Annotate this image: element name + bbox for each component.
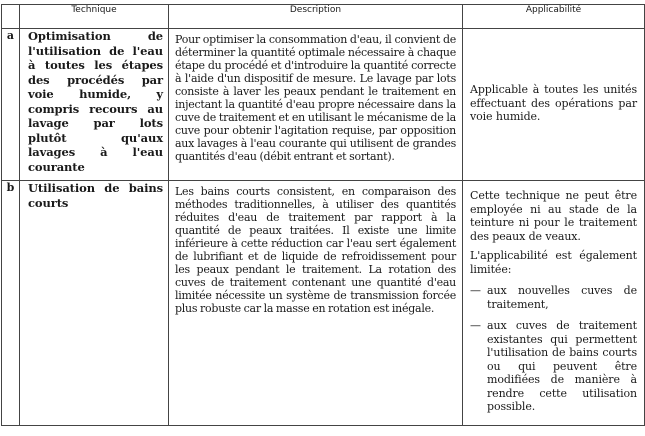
dash-bullet: — — [470, 284, 481, 297]
table-row — [2, 29, 645, 181]
header-letter — [2, 5, 20, 29]
table-row — [2, 181, 645, 426]
row-description: Pour optimiser la consommation d'eau, il convient de déterminer la quantité optimale nécessaire à chaque étape du procédé et d'introduire la quantité correcte à l'aide d'un dispositif de mesure. Le lavage par lots consiste à laver les peaux pendant le traitement en injectant la quantité d'eau propre nécessaire dans la cuve de traitement et en utilisant le mécanisme de la cuve pour obtenir l'agitation requise, par opposition aux lavages à l'eau courante qui utilisent de grandes quantités d'eau (débit entrant et sortant). — [169, 29, 463, 181]
list-item-text: aux cuves de traitement existantes qui permettent l'utilisation de bains courts ou qui peuvent être modifiées de manière à rendre cette utilisation possible. — [487, 319, 637, 413]
row-technique: Optimisation de l'utilisation de l'eau à toutes les étapes des procédés par voie humide, y compris recours au lavage par lots plutôt qu'aux lavages à l'eau courante — [20, 29, 169, 181]
list-item-text: aux nouvelles cuves de traitement, — [487, 284, 637, 311]
applicability-limited: L'applicabilité est également limitée: — [470, 249, 637, 276]
row-letter: a — [2, 29, 20, 181]
row-technique: Utilisation de bains courts — [20, 181, 169, 426]
row-letter: b — [2, 181, 20, 426]
header-description: Description — [169, 5, 463, 29]
dash-bullet: — — [470, 319, 481, 332]
header-row — [2, 5, 645, 29]
header-applicability: Applicabilité — [463, 5, 645, 29]
list-item — [470, 284, 637, 311]
applicability-intro: Cette technique ne peut être employée ni au stade de la teinture ni pour le traitement des peaux de veaux. — [470, 189, 637, 243]
row-applicability — [463, 181, 645, 426]
header-technique: Technique — [20, 5, 169, 29]
list-item — [470, 319, 637, 414]
row-description: Les bains courts consistent, en comparaison des méthodes traditionnelles, à utiliser des quantités réduites d'eau de traitement par rapport à la quantité de peaux traitées. Il existe une limite inférieure à cette réduction car l'eau sert également de lubrifiant et de liquide de refroidissement pour les peaux pendant le traitement. La rotation des cuves de traitement contenant une quantité d'eau limitée nécessite un système de transmission forcée plus robuste car la masse en rotation est inégale. — [169, 181, 463, 426]
bat-table — [1, 4, 645, 426]
row-applicability: Applicable à toutes les unités effectuant des opérations par voie humide. — [463, 29, 645, 181]
